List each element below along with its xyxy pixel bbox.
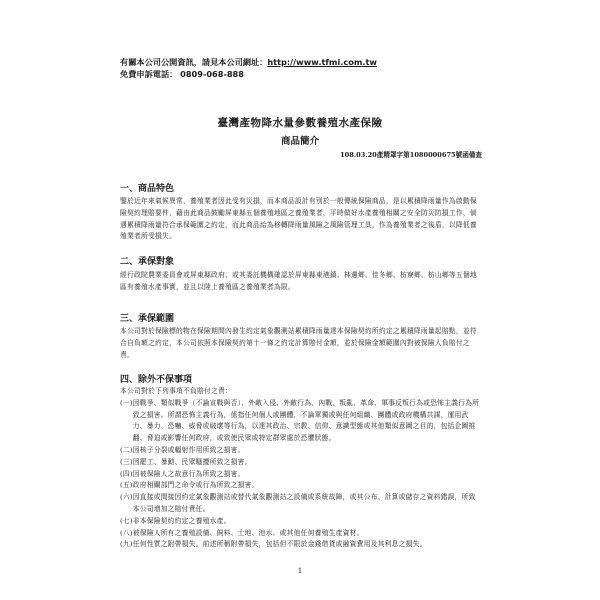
list-item-number: (二): [120, 445, 133, 454]
section-body-insured: 經行政院農業委員會或屏東縣政府、或其委託機構確認於屏東縣東港鎮、林邊鄉、佳冬鄉、枋寮鄉、枋山鄉等五個地區有養殖水產事實，並且以陸上養殖區之養殖業者為限。: [120, 271, 477, 291]
list-item-text: 任何性質之附帶損失。前述所稱附帶損失，包括但不限於金錢借貸或融資費用及其利息之損失。: [132, 540, 427, 549]
exclusions-intro: 本公司對於下列事項不負賠付之責：: [120, 387, 232, 395]
list-item-number: (七): [120, 516, 133, 525]
section-heading-insured: 二、承保對象: [120, 257, 175, 267]
info-line: [120, 56, 377, 68]
list-item: [120, 398, 482, 445]
list-item-text: 因直接或間接因約定氣象觀測站或替代氣象觀測站之設備或系統故障，或其公布、計算或儲存之資料錯誤，所致本公司增加之賠付責任。: [132, 493, 476, 513]
section-body-features: 鑒於近年來氣候異常，養殖業者因此受有災損，而本商品設計有別於一般傳統保險商品，是以累積降雨量作為啟動保險契約理賠要件，藉由此商品鼓勵屏東縣五個養殖地區之養殖業者，平時做好水產養殖相關之安全防災防損工作，倘遇累積降雨量符合承保範圍之約定，而此商品給為移轉降雨量風險之風險管理工具，作為養殖業者之後盾，以降低養殖業者所受損失。: [120, 197, 477, 241]
list-item: [120, 480, 482, 492]
list-item-text: 因戰爭、類似戰爭（不論宣戰與否）、外敵入侵、外敵行為、內戰、叛亂、革命、軍事反叛行為或恐怖主義行為所致之損害。所謂恐怖主義行為，係指任何個人或團體，不論單獨或與任何組織、團體或政府機構共謀，運用武力、暴力、恐嚇、威脅或破壞等行為，以達其政治、宗教、信仰、意識型態或其他類似意圖之目的，包括企圖推翻、脅迫或影響任何政府，或致使民眾或特定群眾處於恐懼狀態。: [132, 398, 480, 443]
list-item-text: 被保險人所有之養殖設備、飼料、土地、池水、或其他任何養殖生產資材。: [132, 528, 364, 537]
list-item: [120, 539, 482, 551]
list-item-text: 非本保險契約約定之養殖水產。: [132, 516, 231, 525]
list-item-text: 政府相關部門之命令或行為所致之損害。: [132, 481, 259, 490]
section-body-coverage: 本公司對於保險標的物在保險期間內發生約定氣象觀測站累積降雨量達本保險契約所約定之累積降雨量起賠點，並符合自負額之約定，本公司依照本保險契約第十一條之約定計算賠付金額，並於保險金額範圍內對被保險人負賠付之責。: [120, 327, 477, 359]
page-number: 1: [297, 566, 303, 575]
list-item: [120, 528, 482, 540]
document-subtitle: 商品簡介: [280, 136, 319, 147]
list-item: [120, 516, 482, 528]
section-heading-exclusions: 四、除外不保事項: [120, 375, 193, 385]
document-title: 臺灣產物降水量參數養殖水產保險: [217, 117, 383, 129]
list-item: [120, 469, 482, 481]
section-heading-features: 一、商品特色: [120, 184, 175, 194]
list-item: [120, 445, 482, 457]
list-item-number: (三): [120, 457, 133, 466]
list-item-number: (六): [120, 493, 133, 502]
list-item-text: 因罷工、暴動、民眾騷擾所致之損害。: [132, 457, 252, 466]
section-heading-coverage: 三、承保範圍: [120, 314, 175, 324]
list-item-number: (八): [120, 528, 133, 537]
list-item-number: (一): [120, 398, 133, 407]
list-item: [120, 457, 482, 469]
complaint-hotline: 免費申訴電話： 0809-068-888: [120, 69, 244, 79]
list-item-text: 因被保險人之故意行為所致之損害。: [132, 469, 245, 478]
exclusions-list: [120, 386, 482, 551]
list-item-number: (四): [120, 469, 133, 478]
company-website-link[interactable]: http://www.tfmi.com.tw: [267, 57, 377, 67]
list-item-number: (九): [120, 540, 133, 549]
approval-reference: 108.03.20產精罩字第1080000675號函備查: [340, 151, 482, 159]
company-header: [120, 56, 377, 80]
list-item-number: (五): [120, 481, 133, 490]
info-line-prefix: 有關本公司公開資訊，請見本公司網址：: [120, 57, 268, 67]
list-item: [120, 492, 482, 516]
list-item-text: 因核子分裂或輻射作用所致之損害。: [132, 445, 245, 454]
